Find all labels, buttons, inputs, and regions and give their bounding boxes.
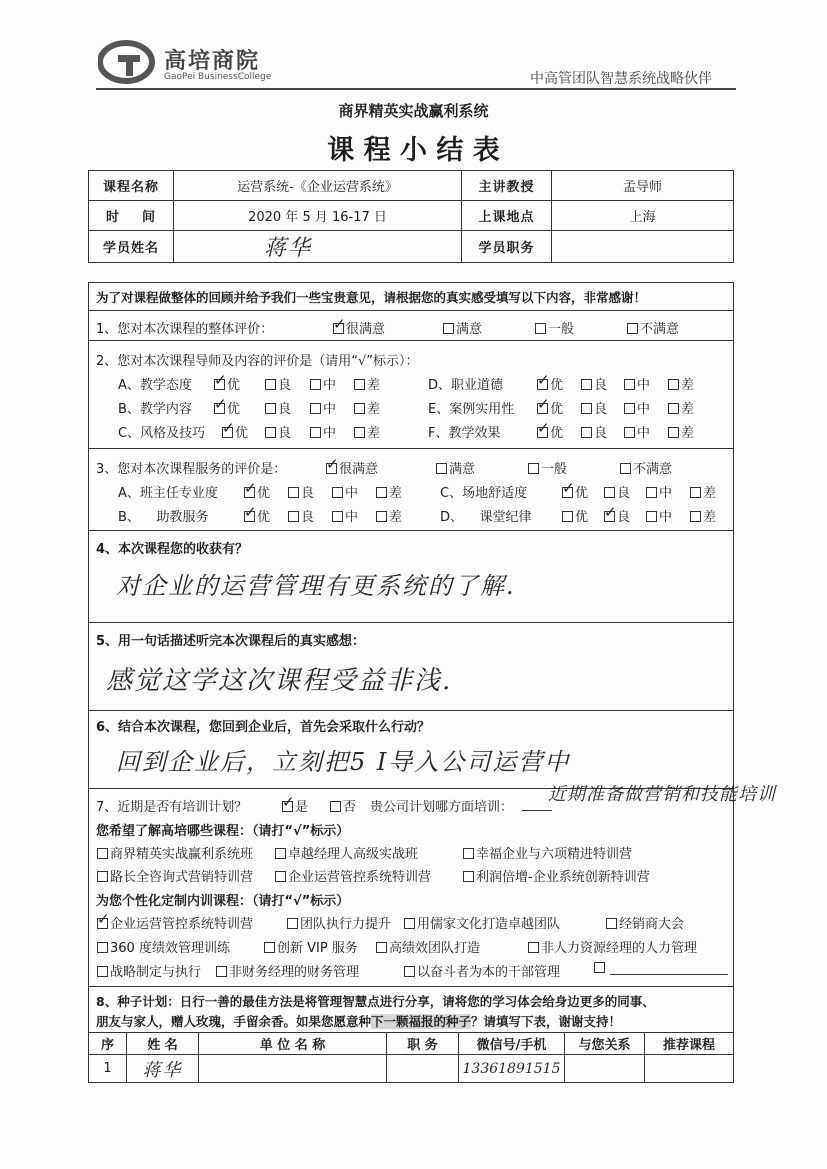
q3-b-good[interactable]: 良 bbox=[288, 506, 314, 525]
checkbox-checked-icon bbox=[604, 511, 615, 522]
survey-intro: 为了对课程做整体的回顾并给予我们一些宝贵意见，请根据您的真实感受填写以下内容，非常感谢！ bbox=[96, 290, 647, 305]
checkbox-checked-icon bbox=[97, 918, 108, 929]
q3-option-very-satisfied[interactable]: ✓ 很满意 bbox=[326, 458, 378, 477]
checkbox-icon bbox=[581, 427, 592, 438]
checkbox-checked-icon bbox=[282, 801, 293, 812]
checkbox-icon bbox=[562, 511, 573, 522]
teacher-label: 主讲教授 bbox=[462, 171, 552, 201]
course-option[interactable]: 企业运营管控系统特训营 bbox=[275, 866, 431, 885]
checkbox-icon bbox=[668, 427, 679, 438]
divider bbox=[88, 530, 734, 531]
checkbox-icon bbox=[97, 848, 108, 859]
checkbox-icon bbox=[646, 487, 657, 498]
checkbox-icon bbox=[624, 427, 635, 438]
q3-b-excellent[interactable]: ✓ 优 bbox=[244, 506, 270, 525]
table-row bbox=[89, 1055, 734, 1083]
course-option[interactable]: 幸福企业与六项精进特训营 bbox=[463, 843, 632, 862]
q3-d-good[interactable]: ✓ 良 bbox=[604, 506, 630, 525]
q8-text-1: 8、种子计划：日行一善的最佳方法是将管理智慧点进行分享，请将您的学习体会给身边更多的同事、 bbox=[96, 994, 655, 1009]
checkbox-checked-icon bbox=[562, 487, 573, 498]
seed-table bbox=[88, 1032, 734, 1082]
checkbox-icon bbox=[310, 403, 321, 414]
q2-item-name: E、案例实用性 bbox=[428, 402, 515, 417]
seed-header-position: 职 务 bbox=[387, 1033, 459, 1055]
q3-item-name: C、场地舒适度 bbox=[440, 486, 528, 501]
q1-option-very-satisfied[interactable]: ✓ 很满意 bbox=[333, 318, 385, 337]
checkbox-checked-icon bbox=[222, 427, 233, 438]
custom-course-option[interactable]: ✓企业运营管控系统特训营 bbox=[97, 913, 253, 932]
q2-f-fair[interactable]: 中 bbox=[624, 422, 650, 441]
q1-option-average[interactable]: 一般 bbox=[535, 318, 574, 337]
logo-en: GaoPei BusinessCollege bbox=[164, 72, 272, 82]
seed-cell-relation[interactable] bbox=[565, 1055, 645, 1083]
q2-d-poor[interactable]: 差 bbox=[668, 374, 694, 393]
custom-course-option[interactable]: 高绩效团队打造 bbox=[376, 937, 480, 956]
checkbox-icon bbox=[97, 966, 108, 977]
seed-cell-name[interactable]: 蒋华 bbox=[127, 1055, 199, 1083]
custom-course-option[interactable]: 战略制定与执行 bbox=[97, 961, 201, 980]
checkbox-icon bbox=[535, 323, 546, 334]
q3-b-fair[interactable]: 中 bbox=[332, 506, 358, 525]
divider bbox=[88, 622, 734, 623]
course-name-value: 运营系统-《企业运营系统》 bbox=[174, 171, 462, 201]
q6-answer[interactable]: 回到企业后，立刻把5 I导入公司运营中 bbox=[116, 748, 571, 776]
q3-item-name: A、班主任专业度 bbox=[118, 486, 218, 501]
checkbox-icon bbox=[376, 511, 387, 522]
q7-label: 7、近期是否有培训计划？ bbox=[96, 800, 248, 815]
q1-option-unsatisfied[interactable]: 不满意 bbox=[627, 318, 679, 337]
q2-label: 2、您对本次课程导师及内容的评价是（请用“√”标示）： bbox=[96, 354, 419, 369]
q3-c-fair[interactable]: 中 bbox=[646, 482, 672, 501]
q2-item-name: B、教学内容 bbox=[118, 402, 192, 417]
q7-area-line bbox=[522, 810, 552, 811]
checkbox-icon bbox=[287, 918, 298, 929]
q2-d-fair[interactable]: 中 bbox=[624, 374, 650, 393]
q2-e-poor[interactable]: 差 bbox=[668, 398, 694, 417]
q1-option-satisfied[interactable]: 满意 bbox=[443, 318, 482, 337]
course-option[interactable]: 商界精英实战赢利系统班 bbox=[97, 843, 253, 862]
checkbox-icon bbox=[690, 511, 701, 522]
checkbox-icon bbox=[404, 966, 415, 977]
q3-c-poor[interactable]: 差 bbox=[690, 482, 716, 501]
checkbox-icon bbox=[606, 918, 617, 929]
checkbox-icon bbox=[581, 403, 592, 414]
q7-known-label: 您希望了解高培哪些课程：（请打“√”标示） bbox=[96, 824, 350, 839]
header-rule bbox=[96, 88, 736, 90]
custom-course-option[interactable]: 非人力资源经理的人力管理 bbox=[528, 937, 697, 956]
checkbox-icon bbox=[264, 942, 275, 953]
divider bbox=[88, 448, 734, 449]
q3-option-unsatisfied[interactable]: 不满意 bbox=[620, 458, 672, 477]
custom-course-option[interactable]: 用儒家文化打造卓越团队 bbox=[404, 913, 560, 932]
q7-yes[interactable]: ✓ 是 bbox=[282, 796, 308, 815]
checkbox-icon bbox=[332, 511, 343, 522]
checkbox-icon bbox=[624, 403, 635, 414]
q4-answer[interactable]: 对企业的运营管理有更系统的了解. bbox=[116, 572, 516, 600]
custom-course-option[interactable]: 经销商大会 bbox=[606, 913, 684, 932]
checkbox-checked-icon bbox=[333, 323, 344, 334]
q3-a-poor[interactable]: 差 bbox=[376, 482, 402, 501]
q2-a-good[interactable]: 良 bbox=[265, 374, 291, 393]
logo-cn: 高培商院 bbox=[164, 49, 261, 74]
q7-area-label: 贵公司计划哪方面培训： bbox=[370, 800, 514, 815]
q2-c-fair[interactable]: 中 bbox=[310, 422, 336, 441]
checkbox-icon bbox=[376, 487, 387, 498]
q3-item-name: B、 助教服务 bbox=[118, 510, 209, 525]
time-label: 时 间 bbox=[89, 201, 174, 231]
checkbox-checked-icon bbox=[537, 427, 548, 438]
q3-c-excellent[interactable]: ✓ 优 bbox=[562, 482, 588, 501]
q2-b-poor[interactable]: 差 bbox=[354, 398, 380, 417]
custom-course-option[interactable]: 团队执行力提升 bbox=[287, 913, 391, 932]
q7-custom-label: 为您个性化定制内训课程：（请打“√”标示） bbox=[96, 894, 350, 909]
checkbox-icon bbox=[97, 942, 108, 953]
q8-text-2: 朋友与家人，赠人玫瑰，手留余香。如果您愿意种下一颗福报的种子？请填写下表，谢谢支持！ bbox=[96, 1014, 622, 1029]
course-option[interactable]: 路长全咨询式营销特训营 bbox=[97, 866, 253, 885]
q3-b-poor[interactable]: 差 bbox=[376, 506, 402, 525]
checkbox-icon bbox=[97, 871, 108, 882]
q2-f-excellent[interactable]: ✓ 优 bbox=[537, 422, 563, 441]
student-label: 学员姓名 bbox=[89, 231, 174, 263]
q2-e-good[interactable]: 良 bbox=[581, 398, 607, 417]
checkbox-icon bbox=[288, 487, 299, 498]
seed-cell-company[interactable] bbox=[199, 1055, 387, 1083]
checkbox-icon bbox=[310, 427, 321, 438]
q3-d-fair[interactable]: 中 bbox=[646, 506, 672, 525]
divider bbox=[88, 986, 734, 987]
slogan: 中高管团队智慧系统战略伙伴 bbox=[530, 71, 712, 87]
student-value[interactable] bbox=[174, 231, 462, 263]
custom-course-other[interactable] bbox=[594, 961, 607, 976]
logo-mark-icon bbox=[98, 40, 158, 84]
checkbox-icon bbox=[354, 427, 365, 438]
checkbox-icon bbox=[275, 871, 286, 882]
time-value: 2020 年 5 月 16-17 日 bbox=[174, 201, 462, 231]
checkbox-icon bbox=[216, 966, 227, 977]
checkbox-checked-icon bbox=[244, 487, 255, 498]
checkbox-icon bbox=[690, 487, 701, 498]
checkbox-icon bbox=[330, 801, 341, 812]
q2-e-fair[interactable]: 中 bbox=[624, 398, 650, 417]
q3-d-poor[interactable]: 差 bbox=[690, 506, 716, 525]
q3-c-good[interactable]: 良 bbox=[604, 482, 630, 501]
checkbox-icon bbox=[310, 379, 321, 390]
form-title: 课 程 小 结 表 bbox=[327, 135, 500, 166]
checkbox-icon bbox=[528, 942, 539, 953]
checkbox-checked-icon bbox=[537, 379, 548, 390]
checkbox-icon bbox=[288, 511, 299, 522]
q5-label: 5、用一句话描述听完本次课程后的真实感想： bbox=[96, 634, 366, 649]
course-name-label: 课程名称 bbox=[89, 171, 174, 201]
student-signature: 蒋华 bbox=[264, 236, 313, 261]
q2-a-fair[interactable]: 中 bbox=[310, 374, 336, 393]
q5-answer[interactable]: 感觉这学这次课程受益非浅. bbox=[106, 666, 453, 696]
checkbox-icon bbox=[646, 511, 657, 522]
checkbox-icon bbox=[332, 487, 343, 498]
q7-no[interactable]: 否 bbox=[330, 796, 356, 815]
divider bbox=[88, 310, 734, 311]
q2-b-excellent[interactable]: ✓ 优 bbox=[214, 398, 240, 417]
q3-a-good[interactable]: 良 bbox=[288, 482, 314, 501]
q2-c-poor[interactable]: 差 bbox=[354, 422, 380, 441]
q2-item-name: C、风格及技巧 bbox=[118, 426, 206, 441]
seed-header-course: 推荐课程 bbox=[645, 1033, 734, 1055]
logo bbox=[98, 40, 158, 84]
q2-d-good[interactable]: 良 bbox=[581, 374, 607, 393]
seed-header-company: 单 位 名 称 bbox=[199, 1033, 387, 1055]
checkbox-icon bbox=[354, 403, 365, 414]
q2-c-good[interactable]: 良 bbox=[265, 422, 291, 441]
checkbox-icon bbox=[620, 463, 631, 474]
divider bbox=[88, 340, 734, 341]
place-value: 上海 bbox=[552, 201, 734, 231]
checkbox-checked-icon bbox=[214, 403, 225, 414]
checkbox-icon bbox=[627, 323, 638, 334]
course-option[interactable]: 卓越经理人高级实战班 bbox=[275, 843, 418, 862]
position-value[interactable] bbox=[552, 231, 734, 263]
seed-header-no: 序 bbox=[89, 1033, 127, 1055]
seed-cell-course[interactable] bbox=[645, 1055, 734, 1083]
q2-f-poor[interactable]: 差 bbox=[668, 422, 694, 441]
custom-course-option[interactable]: 创新 VIP 服务 bbox=[264, 937, 358, 956]
custom-course-option[interactable]: 非财务经理的财务管理 bbox=[216, 961, 359, 980]
seed-cell-wechat[interactable]: 13361891515 bbox=[459, 1055, 565, 1083]
q2-d-excellent[interactable]: ✓ 优 bbox=[537, 374, 563, 393]
checkbox-icon bbox=[624, 379, 635, 390]
seed-header-wechat: 微信号/手机 bbox=[459, 1033, 565, 1055]
checkbox-icon bbox=[265, 427, 276, 438]
q2-a-excellent[interactable]: ✓ 优 bbox=[214, 374, 240, 393]
checkbox-checked-icon bbox=[214, 379, 225, 390]
checkbox-icon bbox=[668, 379, 679, 390]
custom-other-line bbox=[610, 974, 728, 975]
position-label: 学员职务 bbox=[462, 231, 552, 263]
checkbox-checked-icon bbox=[326, 463, 337, 474]
checkbox-icon bbox=[354, 379, 365, 390]
checkbox-icon bbox=[528, 463, 539, 474]
q2-b-fair[interactable]: 中 bbox=[310, 398, 336, 417]
form-subtitle: 商界精英实战赢利系统 bbox=[338, 102, 489, 120]
q2-item-name: D、职业道德 bbox=[428, 378, 504, 393]
checkbox-icon bbox=[581, 379, 592, 390]
q2-e-excellent[interactable]: ✓ 优 bbox=[537, 398, 563, 417]
custom-course-option[interactable]: 以奋斗者为本的干部管理 bbox=[404, 961, 560, 980]
q6-label: 6、结合本次课程，您回到企业后，首先会采取什么行动？ bbox=[96, 720, 431, 735]
info-table bbox=[88, 170, 734, 262]
checkbox-checked-icon bbox=[244, 511, 255, 522]
checkbox-icon bbox=[463, 848, 474, 859]
q3-a-excellent[interactable]: ✓ 优 bbox=[244, 482, 270, 501]
q3-a-fair[interactable]: 中 bbox=[332, 482, 358, 501]
q3-d-excellent[interactable]: 优 bbox=[562, 506, 588, 525]
place-label: 上课地点 bbox=[462, 201, 552, 231]
q2-a-poor[interactable]: 差 bbox=[354, 374, 380, 393]
checkbox-icon bbox=[463, 871, 474, 882]
q2-b-good[interactable]: 良 bbox=[265, 398, 291, 417]
checkbox-icon bbox=[436, 463, 447, 474]
checkbox-checked-icon bbox=[537, 403, 548, 414]
q3-item-name: D、 课堂纪律 bbox=[440, 510, 532, 525]
checkbox-icon bbox=[265, 379, 276, 390]
checkbox-icon bbox=[604, 487, 615, 498]
q2-f-good[interactable]: 良 bbox=[581, 422, 607, 441]
seed-header-name: 姓 名 bbox=[127, 1033, 199, 1055]
seed-highlight: 下一颗福报的种子 bbox=[371, 1014, 472, 1029]
q2-c-excellent[interactable]: ✓ 优 bbox=[222, 422, 248, 441]
q2-item-name: F、教学效果 bbox=[428, 426, 501, 441]
seed-cell-position[interactable] bbox=[387, 1055, 459, 1083]
q4-label: 4、本次课程您的收获有？ bbox=[96, 542, 249, 557]
teacher-value: 孟导师 bbox=[552, 171, 734, 201]
q2-item-name: A、教学态度 bbox=[118, 378, 192, 393]
checkbox-icon bbox=[275, 848, 286, 859]
seed-cell-no: 1 bbox=[89, 1055, 127, 1083]
q1-label: 1、您对本次课程的整体评价： bbox=[96, 322, 274, 337]
q3-label: 3、您对本次课程服务的评价是： bbox=[96, 462, 287, 477]
q3-option-average[interactable]: 一般 bbox=[528, 458, 567, 477]
checkbox-icon bbox=[668, 403, 679, 414]
divider bbox=[88, 710, 734, 711]
checkbox-icon bbox=[376, 942, 387, 953]
checkbox-icon bbox=[404, 918, 415, 929]
course-option[interactable]: 利润倍增-企业系统创新特训营 bbox=[463, 866, 650, 885]
q7-area-answer[interactable]: 近期准备做营销和技能培训 bbox=[548, 784, 776, 805]
checkbox-icon bbox=[443, 323, 454, 334]
q3-option-satisfied[interactable]: 满意 bbox=[436, 458, 475, 477]
custom-course-option[interactable]: 360 度绩效管理训练 bbox=[97, 937, 230, 956]
checkbox-icon bbox=[594, 962, 605, 973]
seed-header-relation: 与您关系 bbox=[565, 1033, 645, 1055]
checkbox-icon bbox=[265, 403, 276, 414]
